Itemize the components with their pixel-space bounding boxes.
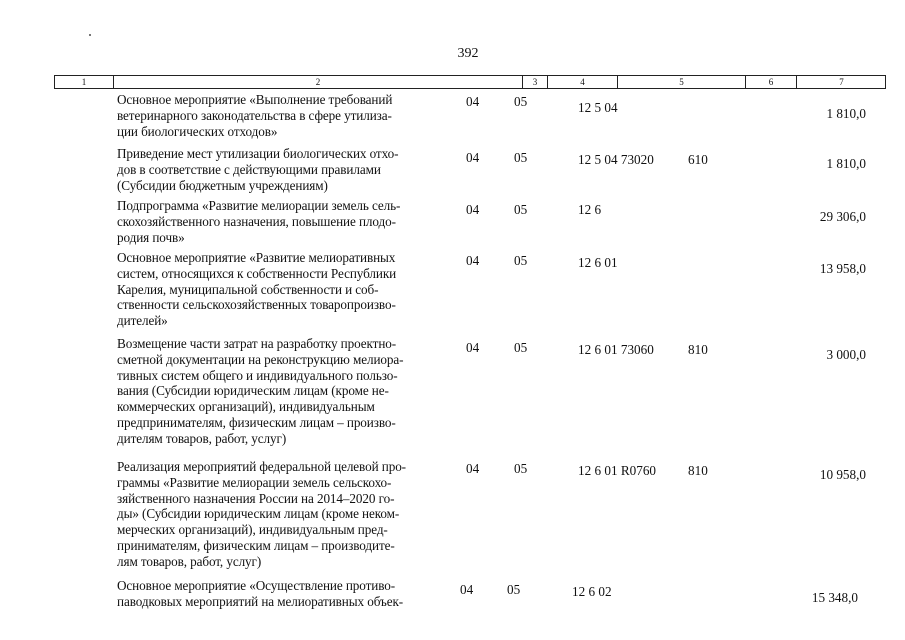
row-target: 12 6 01 73060 xyxy=(578,342,654,357)
row-name-line: мерческих организаций), индивидуальным пред- xyxy=(117,522,388,538)
row-expense-type: 810 xyxy=(688,463,708,478)
row-target: 12 6 xyxy=(578,202,602,217)
row-name-line: систем, относящихся к собственности Республики xyxy=(117,265,397,281)
row-target: 12 6 01 xyxy=(578,255,618,270)
row-amount: 29 306,0 xyxy=(819,209,866,224)
row-name-line: Возмещение части затрат на разработку проектно- xyxy=(117,336,397,351)
row-name-line: Реализация мероприятий федеральной целевой про- xyxy=(117,459,406,474)
row-name xyxy=(117,578,447,610)
header-col-7: 7 xyxy=(796,76,886,88)
row-name-line: дителям товаров, работ, услуг) xyxy=(117,430,287,446)
row-name xyxy=(117,336,447,447)
row-target: 12 5 04 73020 xyxy=(578,152,654,167)
row-expense-type: 610 xyxy=(688,152,708,167)
header-col-6: 6 xyxy=(745,76,796,88)
row-name-line: дителей» xyxy=(117,313,168,329)
row-amount: 10 958,0 xyxy=(819,467,866,482)
row-amount: 1 810,0 xyxy=(826,156,866,171)
row-section: 04 xyxy=(466,461,480,476)
row-name-line: предпринимателям, физическим лицам – произво- xyxy=(117,414,396,430)
row-section: 04 xyxy=(466,253,480,268)
row-subsection: 05 xyxy=(507,582,521,597)
row-name-line: родия почв» xyxy=(117,229,185,245)
row-name-line: Основное мероприятие «Выполнение требований xyxy=(117,92,393,107)
page-number: 392 xyxy=(457,46,479,61)
row-name xyxy=(117,250,447,329)
row-amount: 15 348,0 xyxy=(811,590,858,605)
row-name-line: Подпрограмма «Развитие мелиорации земель сель- xyxy=(117,198,401,213)
row-section: 04 xyxy=(466,202,480,217)
scan-speck xyxy=(89,34,91,36)
row-section: 04 xyxy=(460,582,474,597)
row-subsection: 05 xyxy=(514,150,528,165)
header-col-1: 1 xyxy=(81,77,87,87)
row-name-line: паводковых мероприятий на мелиоративных объек- xyxy=(117,593,404,609)
row-subsection: 05 xyxy=(514,253,528,268)
row-name-line: коммерческих организаций), индивидуальным xyxy=(117,399,375,415)
header-col-4: 4 xyxy=(547,76,617,88)
row-amount: 1 810,0 xyxy=(826,106,866,121)
row-name-line: Карелия, муниципальной собственности и соб- xyxy=(117,281,379,297)
row-name xyxy=(117,92,447,139)
row-name xyxy=(117,459,447,570)
row-name-line: Основное мероприятие «Развитие мелиоративных xyxy=(117,250,396,265)
row-subsection: 05 xyxy=(514,340,528,355)
row-name-line: (Субсидии бюджетным учреждениям) xyxy=(117,177,328,193)
row-name-line: принимателям, физическим лицам – производите- xyxy=(117,537,395,553)
row-amount: 13 958,0 xyxy=(819,261,866,276)
row-name-line: лям товаров, работ, услуг) xyxy=(117,553,262,569)
row-name xyxy=(117,198,447,245)
row-target: 12 5 04 xyxy=(578,100,618,115)
row-name-line: зяйственного назначения России на 2014–2020 го- xyxy=(117,490,395,506)
row-name-line: тивных систем общего и индивидуального пользо- xyxy=(117,367,398,383)
header-col-2: 2 xyxy=(113,76,522,88)
row-target: 12 6 01 R0760 xyxy=(578,463,657,478)
row-name-line: ственности сельскохозяйственных товаропроизво- xyxy=(117,297,396,313)
row-section: 04 xyxy=(466,340,480,355)
row-name-line: Приведение мест утилизации биологических отхо- xyxy=(117,146,399,161)
row-name xyxy=(117,146,447,193)
row-name-line: сметной документации на реконструкцию мелиора- xyxy=(117,351,404,367)
row-name-line: вания (Субсидии юридическим лицам (кроме не- xyxy=(117,383,389,399)
header-col-3: 3 xyxy=(522,76,547,88)
row-name-line: ды» (Субсидии юридическим лицам (кроме неком- xyxy=(117,506,400,522)
header-col-5: 5 xyxy=(617,76,745,88)
row-subsection: 05 xyxy=(514,202,528,217)
row-amount: 3 000,0 xyxy=(826,347,866,362)
row-name-line: Основное мероприятие «Осуществление противо- xyxy=(117,578,396,593)
row-section: 04 xyxy=(466,94,480,109)
row-name-line: дов в соответствие с действующими правилами xyxy=(117,161,381,177)
row-name-line: ции биологических отходов» xyxy=(117,123,278,139)
row-subsection: 05 xyxy=(514,461,528,476)
row-target: 12 6 02 xyxy=(572,584,612,599)
row-name-line: ветеринарного законодательства в сфере утилиза- xyxy=(117,107,392,123)
row-section: 04 xyxy=(466,150,480,165)
row-name-line: скохозяйственного назначения, повышение плодо- xyxy=(117,213,396,229)
table-header xyxy=(54,75,886,89)
row-subsection: 05 xyxy=(514,94,528,109)
row-expense-type: 810 xyxy=(688,342,708,357)
row-name-line: граммы «Развитие мелиорации земель сельскохо- xyxy=(117,474,392,490)
